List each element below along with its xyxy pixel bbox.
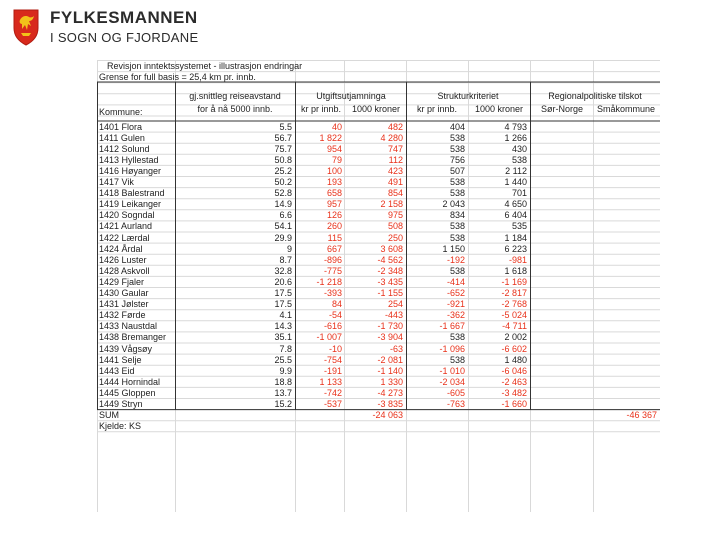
cell-kommune: 1401 Flora	[99, 121, 143, 132]
cell-struktur-kr: 538	[449, 221, 465, 232]
header	[8, 6, 308, 50]
cell-utgift-kr: 193	[326, 177, 342, 187]
cell-kommune: 1422 Lærdal	[99, 232, 150, 243]
cell-struktur-kr: -362	[446, 310, 465, 321]
cell-struktur-kr: -1 096	[439, 343, 465, 354]
cell-kommune: 1431 Jølster	[99, 299, 149, 310]
cell-struktur-1000: -3 482	[501, 387, 527, 398]
cell-struktur-kr: 507	[449, 165, 465, 176]
cell-utgift-1000: -3 435	[377, 276, 403, 287]
cell-struktur-1000: 430	[511, 143, 527, 154]
cell-struktur-1000: -5 024	[501, 310, 527, 321]
header-regional-sor: Sør-Norge	[540, 104, 583, 114]
header-utgift-krpr: kr pr innb.	[300, 104, 342, 114]
cell-kommune: 1439 Vågsøy	[99, 343, 153, 354]
cell-utgift-1000: 491	[387, 177, 403, 187]
header-struktur-top: Strukturkriteriet	[437, 91, 499, 101]
cell-struktur-kr: 538	[449, 332, 465, 343]
cell-kommune: 1438 Bremanger	[99, 332, 167, 343]
cell-kommune: 1449 Stryn	[99, 399, 143, 409]
cell-struktur-1000: 1 184	[504, 232, 527, 243]
cell-struktur-kr: -652	[446, 288, 465, 298]
cell-kommune: 1419 Leikanger	[99, 199, 162, 210]
source-note: Kjelde: KS	[99, 421, 142, 432]
cell-utgift-kr: 260	[326, 221, 342, 232]
cell-kommune: 1445 Gloppen	[99, 387, 156, 398]
cell-utgift-kr: -775	[323, 265, 342, 276]
cell-reise: 17.5	[274, 299, 292, 310]
cell-reise: 8.7	[279, 254, 292, 265]
cell-struktur-1000: -981	[508, 254, 527, 265]
cell-struktur-1000: 538	[511, 154, 527, 165]
org-name-line2: I SOGN OG FJORDANE	[50, 30, 199, 45]
sheet-title: Revisjon inntektssystemet - illustrasjon endringar	[107, 60, 303, 71]
cell-utgift-kr: 667	[326, 243, 342, 254]
cell-reise: 14.3	[274, 321, 292, 332]
cell-utgift-1000: -3 835	[377, 399, 403, 409]
cell-struktur-1000: 535	[511, 221, 527, 232]
cell-utgift-kr: 115	[327, 232, 342, 243]
cell-struktur-1000: 1 618	[504, 265, 527, 276]
cell-reise: 18.8	[274, 376, 292, 387]
cell-kommune: 1412 Solund	[99, 143, 150, 154]
cell-struktur-kr: 538	[449, 232, 465, 243]
header-struktur-krpr: kr pr innb.	[416, 104, 458, 114]
cell-struktur-kr: 2 043	[442, 199, 465, 210]
cell-kommune: 1430 Gaular	[99, 288, 149, 298]
cell-utgift-1000: -2 081	[377, 354, 403, 365]
cell-reise: 17.5	[274, 288, 292, 298]
cell-utgift-1000: -3 904	[377, 332, 403, 343]
cell-reise: 5.5	[279, 121, 292, 132]
spreadsheet	[97, 60, 660, 512]
cell-utgift-kr: 79	[331, 154, 342, 165]
cell-reise: 25.2	[274, 165, 292, 176]
cell-reise: 54.1	[274, 221, 292, 232]
cell-kommune: 1426 Luster	[99, 254, 147, 265]
cell-utgift-1000: 854	[387, 188, 403, 199]
cell-kommune: 1418 Balestrand	[99, 188, 165, 199]
cell-utgift-kr: -393	[323, 288, 342, 298]
cell-utgift-1000: 112	[388, 154, 403, 165]
cell-struktur-1000: -6 046	[501, 365, 527, 376]
cell-utgift-kr: 100	[326, 165, 342, 176]
cell-struktur-kr: 538	[449, 265, 465, 276]
cell-struktur-kr: 1 150	[442, 243, 465, 254]
cell-kommune: 1444 Hornindal	[99, 376, 161, 387]
sum-utgift-1000: -24 063	[372, 410, 403, 421]
cell-kommune: 1441 Selje	[99, 354, 142, 365]
cell-utgift-kr: 1 822	[319, 132, 342, 143]
cell-utgift-1000: -4 562	[377, 254, 403, 265]
cell-struktur-kr: -192	[446, 254, 465, 265]
cell-utgift-kr: 957	[326, 199, 342, 210]
cell-reise: 9	[286, 243, 292, 254]
cell-utgift-kr: -896	[323, 254, 342, 265]
cell-kommune: 1421 Aurland	[99, 221, 153, 232]
cell-struktur-kr: 756	[449, 154, 465, 165]
cell-kommune: 1432 Førde	[99, 310, 146, 321]
cell-utgift-kr: -1 007	[316, 332, 342, 343]
header-regional-sma: Småkommune	[596, 104, 656, 114]
cell-struktur-kr: 538	[449, 177, 465, 187]
cell-struktur-kr: 538	[449, 354, 465, 365]
cell-struktur-kr: -605	[446, 387, 465, 398]
cell-struktur-1000: 2 112	[505, 165, 527, 176]
sum-struktur-1000: -46 367	[626, 410, 657, 421]
cell-utgift-1000: -63	[389, 343, 403, 354]
cell-reise: 7.8	[279, 343, 292, 354]
cell-utgift-kr: -10	[328, 343, 342, 354]
cell-utgift-kr: -537	[323, 399, 342, 409]
cell-reise: 50.8	[274, 154, 292, 165]
cell-struktur-1000: 4 650	[504, 199, 527, 210]
cell-utgift-kr: 40	[331, 121, 342, 132]
cell-utgift-1000: -1 155	[377, 288, 403, 298]
cell-kommune: 1433 Naustdal	[99, 321, 158, 332]
cell-reise: 56.7	[274, 132, 292, 143]
cell-utgift-1000: 254	[387, 299, 403, 310]
cell-struktur-1000: -4 711	[502, 321, 527, 332]
cell-utgift-kr: -754	[323, 354, 342, 365]
cell-utgift-1000: -4 273	[377, 387, 403, 398]
coat-of-arms-icon	[12, 8, 40, 46]
sum-label: SUM	[99, 410, 119, 421]
cell-utgift-kr: 1 133	[319, 376, 342, 387]
cell-struktur-1000: -1 660	[501, 399, 527, 409]
cell-utgift-1000: -443	[384, 310, 403, 321]
header-reise-top: gj.snittleg reiseavstand	[189, 91, 281, 101]
cell-struktur-1000: 6 223	[504, 243, 527, 254]
cell-reise: 13.7	[274, 387, 292, 398]
cell-struktur-1000: -2 768	[501, 299, 527, 310]
cell-struktur-kr: -414	[446, 276, 465, 287]
cell-utgift-1000: 250	[387, 232, 403, 243]
cell-struktur-1000: 701	[511, 188, 527, 199]
cell-utgift-kr: 954	[326, 143, 342, 154]
cell-struktur-kr: 538	[449, 188, 465, 199]
cell-struktur-kr: -2 034	[439, 376, 465, 387]
cell-kommune: 1413 Hyllestad	[99, 154, 159, 165]
cell-kommune: 1411 Gulen	[99, 132, 145, 143]
header-struktur-1000: 1000 kroner	[474, 104, 524, 114]
cell-utgift-kr: -1 218	[316, 276, 342, 287]
cell-struktur-kr: -1 667	[439, 321, 465, 332]
cell-utgift-1000: 1 330	[380, 376, 403, 387]
cell-struktur-1000: -2 463	[501, 376, 527, 387]
cell-utgift-1000: 423	[387, 165, 403, 176]
cell-kommune: 1417 Vik	[99, 177, 134, 187]
cell-struktur-1000: 1 266	[504, 132, 527, 143]
cell-kommune: 1428 Askvoll	[99, 265, 150, 276]
cell-struktur-kr: -1 010	[439, 365, 465, 376]
cell-struktur-1000: 1 440	[504, 177, 527, 187]
org-name-line1: FYLKESMANNEN	[50, 8, 198, 27]
cell-struktur-kr: 404	[449, 121, 465, 132]
cell-struktur-kr: -921	[446, 299, 465, 310]
cell-utgift-kr: 126	[326, 210, 342, 221]
cell-utgift-1000: 975	[387, 210, 403, 221]
cell-reise: 20.6	[274, 276, 292, 287]
header-utgift-1000: 1000 kroner	[351, 104, 401, 114]
cell-struktur-1000: 6 404	[504, 210, 527, 221]
cell-struktur-kr: 538	[449, 143, 465, 154]
cell-reise: 6.6	[279, 210, 292, 221]
cell-utgift-1000: -1 730	[377, 321, 403, 332]
cell-utgift-1000: 508	[387, 221, 403, 232]
cell-struktur-kr: -763	[446, 399, 465, 409]
cell-utgift-1000: -2 348	[377, 265, 403, 276]
cell-reise: 9.9	[279, 365, 292, 376]
cell-struktur-1000: -6 602	[501, 343, 527, 354]
cell-utgift-kr: 84	[331, 299, 342, 310]
cell-reise: 32.8	[274, 265, 292, 276]
cell-utgift-kr: -742	[323, 387, 342, 398]
cell-reise: 14.9	[274, 199, 292, 210]
cell-utgift-kr: -54	[328, 310, 342, 321]
header-reise-bottom: for å nå 5000 innb.	[197, 104, 273, 114]
cell-utgift-1000: -1 140	[377, 365, 403, 376]
cell-utgift-kr: -191	[323, 365, 342, 376]
cell-struktur-1000: -2 817	[501, 288, 527, 298]
cell-utgift-1000: 2 158	[380, 199, 403, 210]
cell-utgift-kr: 658	[326, 188, 342, 199]
cell-struktur-1000: 1 480	[504, 354, 527, 365]
cell-kommune: 1420 Sogndal	[99, 210, 155, 221]
cell-reise: 50.2	[274, 177, 292, 187]
cell-struktur-1000: -1 169	[501, 276, 527, 287]
header-kommune: Kommune:	[99, 107, 143, 117]
cell-struktur-1000: 4 793	[504, 121, 527, 132]
cell-kommune: 1416 Høyanger	[99, 165, 162, 176]
cell-utgift-1000: 747	[387, 143, 403, 154]
header-regional-top: Regionalpolitiske tilskot	[548, 91, 642, 101]
cell-reise: 4.1	[279, 310, 292, 321]
cell-utgift-1000: 482	[387, 121, 403, 132]
cell-reise: 29.9	[274, 232, 292, 243]
cell-reise: 35.1	[274, 332, 292, 343]
cell-kommune: 1443 Eid	[99, 365, 135, 376]
cell-reise: 15.2	[274, 399, 292, 409]
sheet-subtitle: Grense for full basis = 25,4 km pr. innb.	[99, 72, 256, 82]
cell-struktur-kr: 538	[449, 132, 465, 143]
header-utgift-top: Utgiftsutjamninga	[316, 91, 386, 101]
cell-reise: 52.8	[274, 188, 292, 199]
cell-reise: 25.5	[274, 354, 292, 365]
cell-reise: 75.7	[274, 143, 292, 154]
cell-struktur-1000: 2 002	[504, 332, 527, 343]
cell-kommune: 1429 Fjaler	[99, 276, 145, 287]
cell-utgift-1000: 4 280	[380, 132, 403, 143]
cell-utgift-1000: 3 608	[380, 243, 403, 254]
cell-utgift-kr: -616	[323, 321, 342, 332]
cell-kommune: 1424 Årdal	[99, 243, 143, 254]
cell-struktur-kr: 834	[449, 210, 465, 221]
